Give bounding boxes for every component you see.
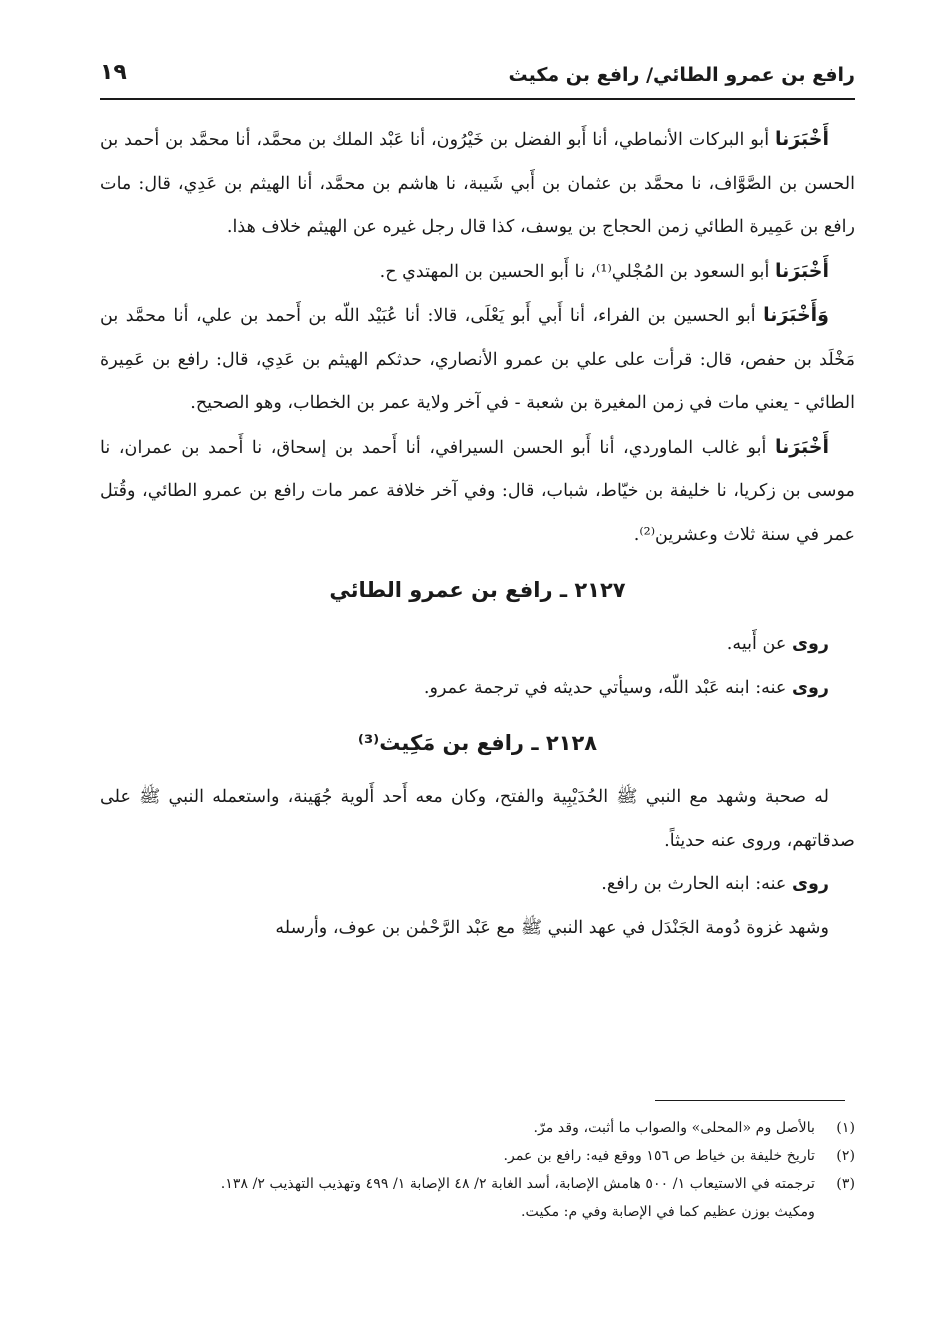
riwaya-label: روى [792,634,829,654]
narrated-by-line [100,667,855,711]
footnote-1 [100,1114,855,1142]
paragraph-1 [100,118,855,250]
paragraph-text: أبو السعود بن المُجْلي⁽¹⁾، نا أَبو الحسين بن المهتدي ح. [379,261,775,282]
paragraph-text: أبو البركات الأنماطي، أنا أَبو الفضل بن خَيْرُون، أنا عَبْد الملك بن محمَّد، أنا محمَّد بن أحمد بن الحسن بن الصَّوَّاف، نا محمَّد بن عثمان بن أَبي شَيبة، نا هاشم بن محمَّد، أنا الهيثم بن عَدِي، قال: مات رافع بن عَمِيرة الطائي زمن الحجاج بن يوسف، كذا قال رجل غيره عن الهيثم خلاف هذا. [100,130,855,237]
paragraph-4 [100,426,855,558]
narrated-by-text: عنه: ابنه الحارث بن رافع. [601,874,792,894]
footnote-separator [655,1100,845,1101]
page-number: ١٩ [100,60,127,85]
closing-paragraph: وشهد غزوة دُومة الجَنْدَل في عهد النبي ﷺ مع عَبْد الرَّحْمٰن بن عوف، وأرسله [275,917,829,938]
paragraph-3 [100,294,855,426]
lead-word: أَخْبَرَنا [774,259,829,282]
footnote-text: تاريخ خليفة بن خياط ص ١٥٦ ووقع فيه: رافع بن عمر. [503,1148,815,1164]
main-text [100,118,855,950]
riwaya-label: روى [792,677,829,698]
footnote-3 [100,1170,855,1198]
paragraph-text: أبو غالب الماوردي، أنا أَبو الحسن السيرافي، أنا أَحمد بن إسحاق، نا أَحمد بن عمران، نا موسى بن زكريا، نا خليفة بن خيّاط، شباب، قال: وفي آخر خلافة عمر مات رافع بن عمرو الطائي، وقُتل عمر في سنة ثلاث وعشرين⁽²⁾. [100,437,855,545]
running-title: رافع بن عمرو الطائي/ رافع بن مكيث [508,64,855,86]
narrated-by-line [100,863,855,907]
narrated-by-text: عنه: ابنه عَبْد اللّه، وسيأتي حديثه في ترجمة عمرو. [423,677,792,698]
footnote-marker: (١) [836,1120,855,1136]
footnote-marker: (٣) [836,1176,855,1192]
entry-title-2127: ٢١٢٧ ـ رافع بن عمرو الطائي [329,578,626,602]
narrated-from-line [100,623,855,667]
footnotes [100,1114,855,1226]
footnote-text: بالأصل وم «المحلى» والصواب ما أثبت، وقد مرّ. [533,1120,815,1136]
footnote-3-continuation: ومكيث بوزن عظيم كما في الإصابة وفي م: مكيت. [521,1204,815,1220]
lead-word: أَخْبَرَنا [774,128,829,150]
footnote-text: ترجمته في الاستيعاب ١/ ٥٠٠ هامش الإصابة، أسد الغابة ٢/ ٤٨ الإصابة ١/ ٤٩٩ وتهذيب التهذيب ٢/ ١٣٨. [220,1176,815,1192]
biography-paragraph: له صحبة وشهد مع النبي ﷺ الحُدَيْبِية والفتح، وكان معه أَحد أَلوية جُهَينة، واستعمله النبي ﷺ على صدقاتهم، وروى عنه حديثاً. [100,787,855,851]
paragraph-2 [100,250,855,295]
lead-word: أَخْبَرَنا [774,435,829,458]
lead-word: وَأَخْبَرَنا [763,304,829,326]
page-header [100,58,855,100]
narrated-from-text: عن أَبيه. [726,634,792,654]
riwaya-label: روى [792,874,829,894]
footnote-marker: (٢) [836,1148,855,1164]
footnote-2 [100,1142,855,1170]
entry-title-2128: ٢١٢٨ ـ رافع بن مَكِيث⁽³⁾ [357,731,598,755]
paragraph-text: أبو الحسين بن الفراء، أنا أَبي أَبو يَعْلَى، قالا: أنا عُبَيْد اللّه بن أَحمد بن علي، أنا محمَّد بن مَخْلَد بن حفص، قال: قرأت على علي بن عمرو الأنصاري، حدثكم الهيثم بن عَدِي، قال: رافع بن عَمِيرة الطائي - يعني مات في زمن المغيرة بن شعبة - في آخر ولاية عمر بن الخطاب، وهو الصحيح. [100,306,855,413]
